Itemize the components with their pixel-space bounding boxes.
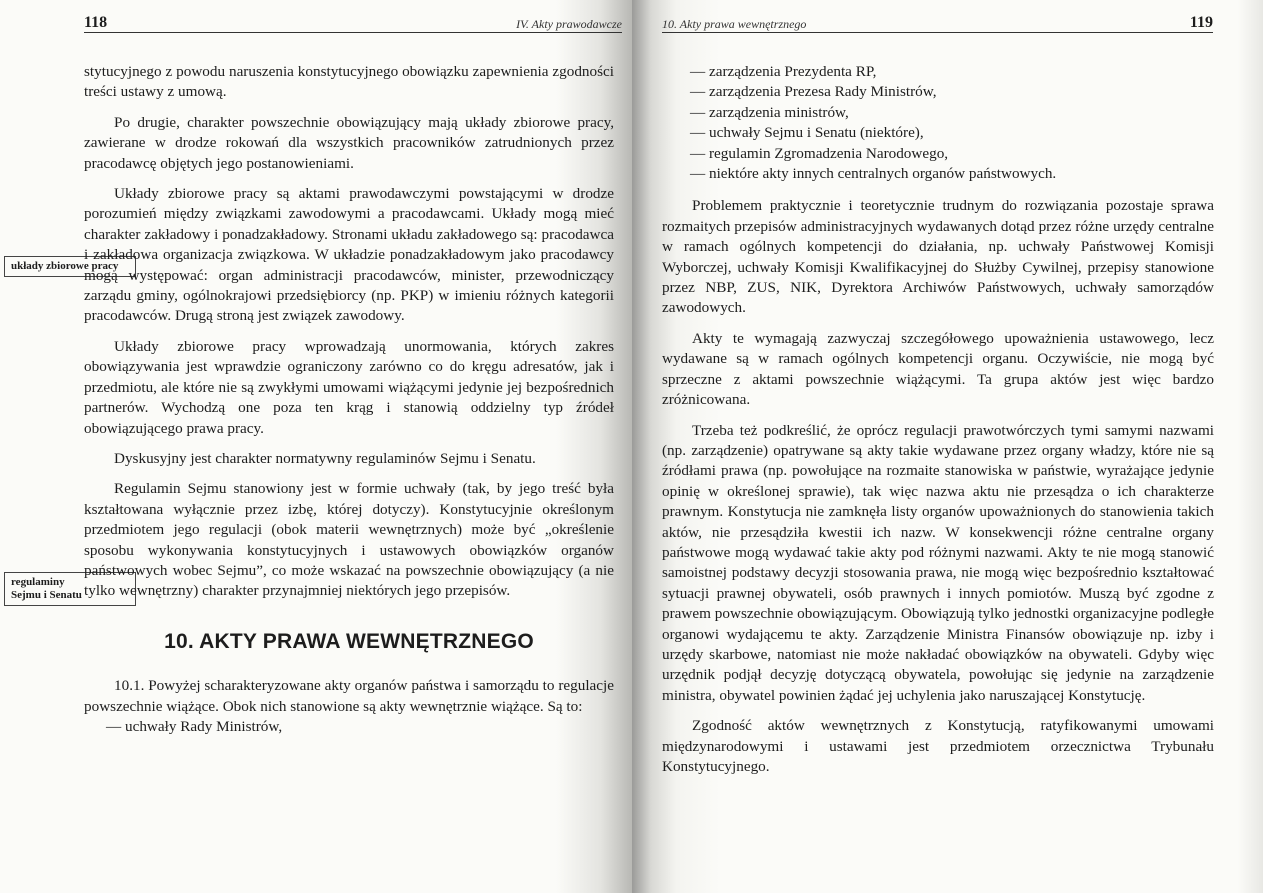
paragraph: Akty te wymagają zazwyczaj szczegółowego upoważnienia ustawowego, lecz wydawane są w ramach ogólnych kompetencji organu. Oczywiście, nie mogą być sprzeczne z aktami powszechnie wiążącymi. Ta grupa aktów jest więc bardzo zróżnicowana.: [662, 329, 1214, 409]
left-page-number: 118: [84, 14, 108, 31]
right-running-head: 10. Akty prawa wewnętrznego: [662, 17, 807, 31]
section-heading: 10. AKTY PRAWA WEWNĘTRZNEGO: [164, 629, 534, 653]
paragraph: Po drugie, charakter powszechnie obowiązujący mają układy zbiorowe pracy, zawierane w drodze rokowań dla wszystkich pracowników zatrudnionych przez pracodawcę objętych jego postanowieniami.: [84, 113, 614, 172]
list-item: — zarządzenia ministrów,: [690, 103, 849, 121]
margin-note-collective-agreements: układy zbiorowe pracy: [4, 256, 136, 277]
list-item: — zarządzenia Prezesa Rady Ministrów,: [690, 83, 937, 101]
paragraph: Układy zbiorowe pracy wprowadzają unormowania, których zakres obowiązywania jest wprawdzie ograniczony zarówno co do kręgu adresatów, jak i przedmiotu, ale które nie są zwykłymi umowami wiążącymi jedynie jej bezpośrednich partnerów. Wychodzą one poza ten krąg i stanowią oddzielny typ źródeł obowiązującego prawa pracy.: [84, 337, 614, 437]
paragraph: Regulamin Sejmu stanowiony jest w formie uchwały (tak, by jego treść była kształtowana wyłącznie przez izbę, której dotyczy). Konstytucyjnie określonym przedmiotem jego regulacji (obok materii wewnętrznych) może być „określenie sposobu wykonywania konstytucyjnych i ustawowych obowiązków organów państwowych wobec Sejmu”, co może wskazać na powszechnie obowiązujący (a nie tylko wewnętrzny) charakter przynajmniej niektórych jego przepisów.: [84, 480, 614, 600]
right-page-number: 119: [1189, 14, 1213, 31]
paragraph: Zgodność aktów wewnętrznych z Konstytucją, ratyfikowanymi umowami międzynarodowymi i ustawami jest przedmiotem orzecznictwa Trybunału Konstytucyjnego.: [662, 717, 1214, 775]
paragraph: stytucyjnego z powodu naruszenia konstytucyjnego obowiązku zapewnienia zgodności treści ustawy z umową.: [84, 63, 614, 101]
paragraph: Układy zbiorowe pracy są aktami prawodawczymi powstającymi w drodze porozumień między związkami zawodowymi a pracodawcami. Układy mogą mieć charakter zakładowy i ponadzakładowy. Stronami układu zakładowego są: pracodawca i zakładowa organizacja związkowa. W układzie ponadzakładowym jako pracodawcy mogą występować: organ administracji pracodawców, minister, przewodniczący zarządu gminy, ogólnokrajowi przedsiębiorcy (np. PKP) w imieniu różnych kategorii pracodawców. Drugą stroną jest związek zawodowy.: [84, 185, 614, 325]
left-text-column: [84, 62, 614, 737]
right-page-header: [662, 10, 1213, 33]
left-running-head: IV. Akty prawodawcze: [516, 17, 622, 31]
margin-note-line: Sejmu i Senatu: [11, 589, 82, 601]
list-item: — zarządzenia Prezydenta RP,: [690, 63, 877, 80]
section-intro: 10.1. Powyżej scharakteryzowane akty organów państwa i samorządu to regulacje powszechnie wiążące. Obok nich stanowione są akty wewnętrznie wiążące. Są to:: [84, 677, 614, 715]
list-item: — uchwały Rady Ministrów,: [106, 717, 283, 735]
list-item: — regulamin Zgromadzenia Narodowego,: [690, 144, 949, 162]
list-item: — uchwały Sejmu i Senatu (niektóre),: [690, 124, 924, 142]
paragraph: Trzeba też podkreślić, że oprócz regulacji prawotwórczych tymi samymi nazwami (np. zarządzenie) opatrywane są akty takie wydawane przez organy władzy, które nie są źródłami prawa (np. powołujące na rozmaite stanowiska w państwie, wyrażające jedynie opinię w określonej sprawie), tak więc nazwa aktu nie przesądza o ich charakterze prawnym. Konstytucja nie zamknęła listy organów upoważnionych do stanowienia takich aktów, nie przesądziła kwestii ich nazw. W konsekwencji różne centralne organy państwowe mogą wydawać takie akty pod różnymi nazwami. Akty te nie mogą stanowić samoistnej podstawy decyzji stosowania prawa, nie mogą więc bezpośrednio kształtować sytuacji prawnej obywateli, osób prawnych i innych pomiotów. Muszą być zgodne z prawem powszechnie obowiązującym. Obowiązują tylko jednostki organizacyjne podległe organowi wydającemu te akty. Zarządzenie Ministra Finansów obowiązuje np. izby i urzędy skarbowe, natomiast nie może nakładać obowiązków na obywateli. Gdyby więc urzędnik podjął decyzję dotyczącą obywatela, powołując się jedynie na zarządzenie ministra, obywatel powinien żądać jej uchylenia jako naruszającej Konstytucję.: [662, 421, 1214, 704]
left-page-header: [84, 10, 622, 33]
right-page: [632, 0, 1263, 893]
list-item: — niektóre akty innych centralnych organów państwowych.: [690, 165, 1057, 183]
paragraph: Dyskusyjny jest charakter normatywny regulaminów Sejmu i Senatu.: [114, 449, 536, 467]
paragraph: Problemem praktycznie i teoretycznie trudnym do rozwiązania pozostaje sprawa rozmaitych przepisów administracyjnych wydawanych dotąd przez różne urzędy centralne w ramach ogólnych kompetencji do działania, np. uchwały Państwowej Komisji Wyborczej, uchwały Komisji Kwalifikacyjnej do Służby Cywilnej, przepisy stanowione przez NBP, ZUS, NIK, Dyrektora Archiwów Państwowych, uchwały samorządów zawodowych.: [662, 197, 1214, 317]
margin-note-line: regulaminy: [11, 576, 65, 588]
right-text-column: [662, 62, 1214, 787]
